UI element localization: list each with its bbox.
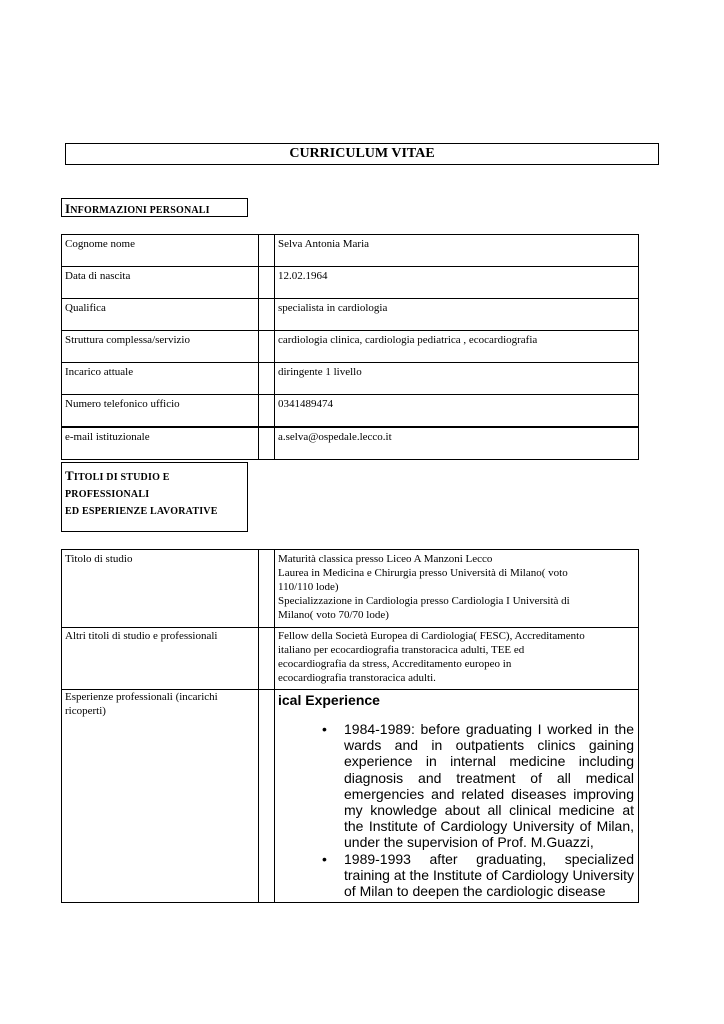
text-line: ecocardiografia transtoracica adulti. (278, 672, 436, 684)
row-label (62, 690, 259, 903)
text-line: 110/110 lode) (278, 581, 339, 593)
row-label: Qualifica (62, 299, 259, 331)
table-row (62, 427, 639, 460)
personal-info-heading (61, 198, 248, 217)
row-label: Struttura complessa/servizio (62, 331, 259, 363)
row-value: cardiologia clinica, cardiologia pediatrica , ecocardiografia (275, 331, 639, 363)
titles-table (61, 549, 639, 903)
table-row (62, 267, 639, 299)
spacer-cell (259, 267, 275, 299)
text-line: Laurea in Medicina e Chirurgia presso Università di Milano( voto (278, 567, 568, 579)
experience-heading: ical Experience (278, 692, 380, 708)
table-row (62, 395, 639, 428)
spacer-cell (259, 331, 275, 363)
bullet-icon: • (322, 721, 327, 737)
row-label: Numero telefonico ufficio (62, 395, 259, 428)
text-line: Specializzazione in Cardiologia presso Cardiologia I Università di (278, 595, 570, 607)
spacer-cell (259, 235, 275, 267)
row-label: Data di nascita (62, 267, 259, 299)
spacer-cell (259, 299, 275, 331)
list-item-text: 1989-1993 after graduating, specialized training at the Institute of Cardiology University of Milan to deepen the cardiologic disease (344, 850, 634, 900)
personal-heading-rest: NFORMAZIONI PERSONALI (70, 205, 210, 216)
row-value (275, 550, 639, 628)
row-value: 12.02.1964 (275, 267, 639, 299)
table-row (62, 235, 639, 267)
spacer-cell (259, 628, 275, 690)
list-item-text: 1984-1989: before graduating I worked in the wards and in outpatients clinics gaining experience in internal medicine including diagnosis and treatment of all medical emergencies and related diseases improving my knowledge about all clinical medicine at the Institute of Cardiology University of Milan, under the supervision of Prof. M.Guazzi, (344, 721, 634, 851)
table-row (62, 690, 639, 903)
table-row (62, 628, 639, 690)
row-label: Incarico attuale (62, 363, 259, 395)
table-row (62, 363, 639, 395)
text-line: Esperienze professionali (incarichi (65, 691, 218, 703)
text-line: Maturità classica presso Liceo A Manzoni Lecco (278, 553, 493, 565)
list-item (322, 850, 634, 900)
text-line: ricoperti) (65, 705, 106, 717)
text-line: italiano per ecocardiografia transtoracica adulti, TEE ed (278, 644, 525, 656)
row-label: Cognome nome (62, 235, 259, 267)
titles-heading-line1-rest: ITOLI DI STUDIO E (73, 472, 170, 483)
table-row (62, 331, 639, 363)
row-value: Selva Antonia Maria (275, 235, 639, 267)
titles-heading-line2: PROFESSIONALI (65, 489, 150, 500)
titles-heading (61, 462, 248, 532)
spacer-cell (259, 550, 275, 628)
spacer-cell (259, 427, 275, 460)
spacer-cell (259, 363, 275, 395)
spacer-cell (259, 395, 275, 428)
cv-title: CURRICULUM VITAE (65, 143, 659, 165)
row-value: 0341489474 (275, 395, 639, 428)
spacer-cell (259, 690, 275, 903)
text-line: Milano( voto 70/70 lode) (278, 609, 389, 621)
row-value: diringente 1 livello (275, 363, 639, 395)
row-value: specialista in cardiologia (275, 299, 639, 331)
list-item (322, 721, 634, 851)
table-row (62, 299, 639, 331)
titles-heading-line3: ED ESPERIENZE LAVORATIVE (65, 506, 218, 517)
personal-info-table (61, 234, 639, 460)
row-label: e-mail istituzionale (62, 427, 259, 460)
table-row (62, 550, 639, 628)
titles-heading-line1 (65, 467, 247, 486)
row-value (275, 690, 639, 903)
row-label: Altri titoli di studio e professionali (62, 628, 259, 690)
row-value: a.selva@ospedale.lecco.it (275, 427, 639, 460)
bullet-icon: • (322, 850, 327, 867)
experience-list (278, 721, 638, 899)
row-label: Titolo di studio (62, 550, 259, 628)
text-line: Fellow della Società Europea di Cardiologia( FESC), Accreditamento (278, 630, 585, 642)
personal-heading-initial: I (65, 201, 71, 216)
text-line: ecocardiografia da stress, Accreditamento europeo in (278, 658, 512, 670)
row-value (275, 628, 639, 690)
titles-heading-initial: T (65, 468, 74, 483)
